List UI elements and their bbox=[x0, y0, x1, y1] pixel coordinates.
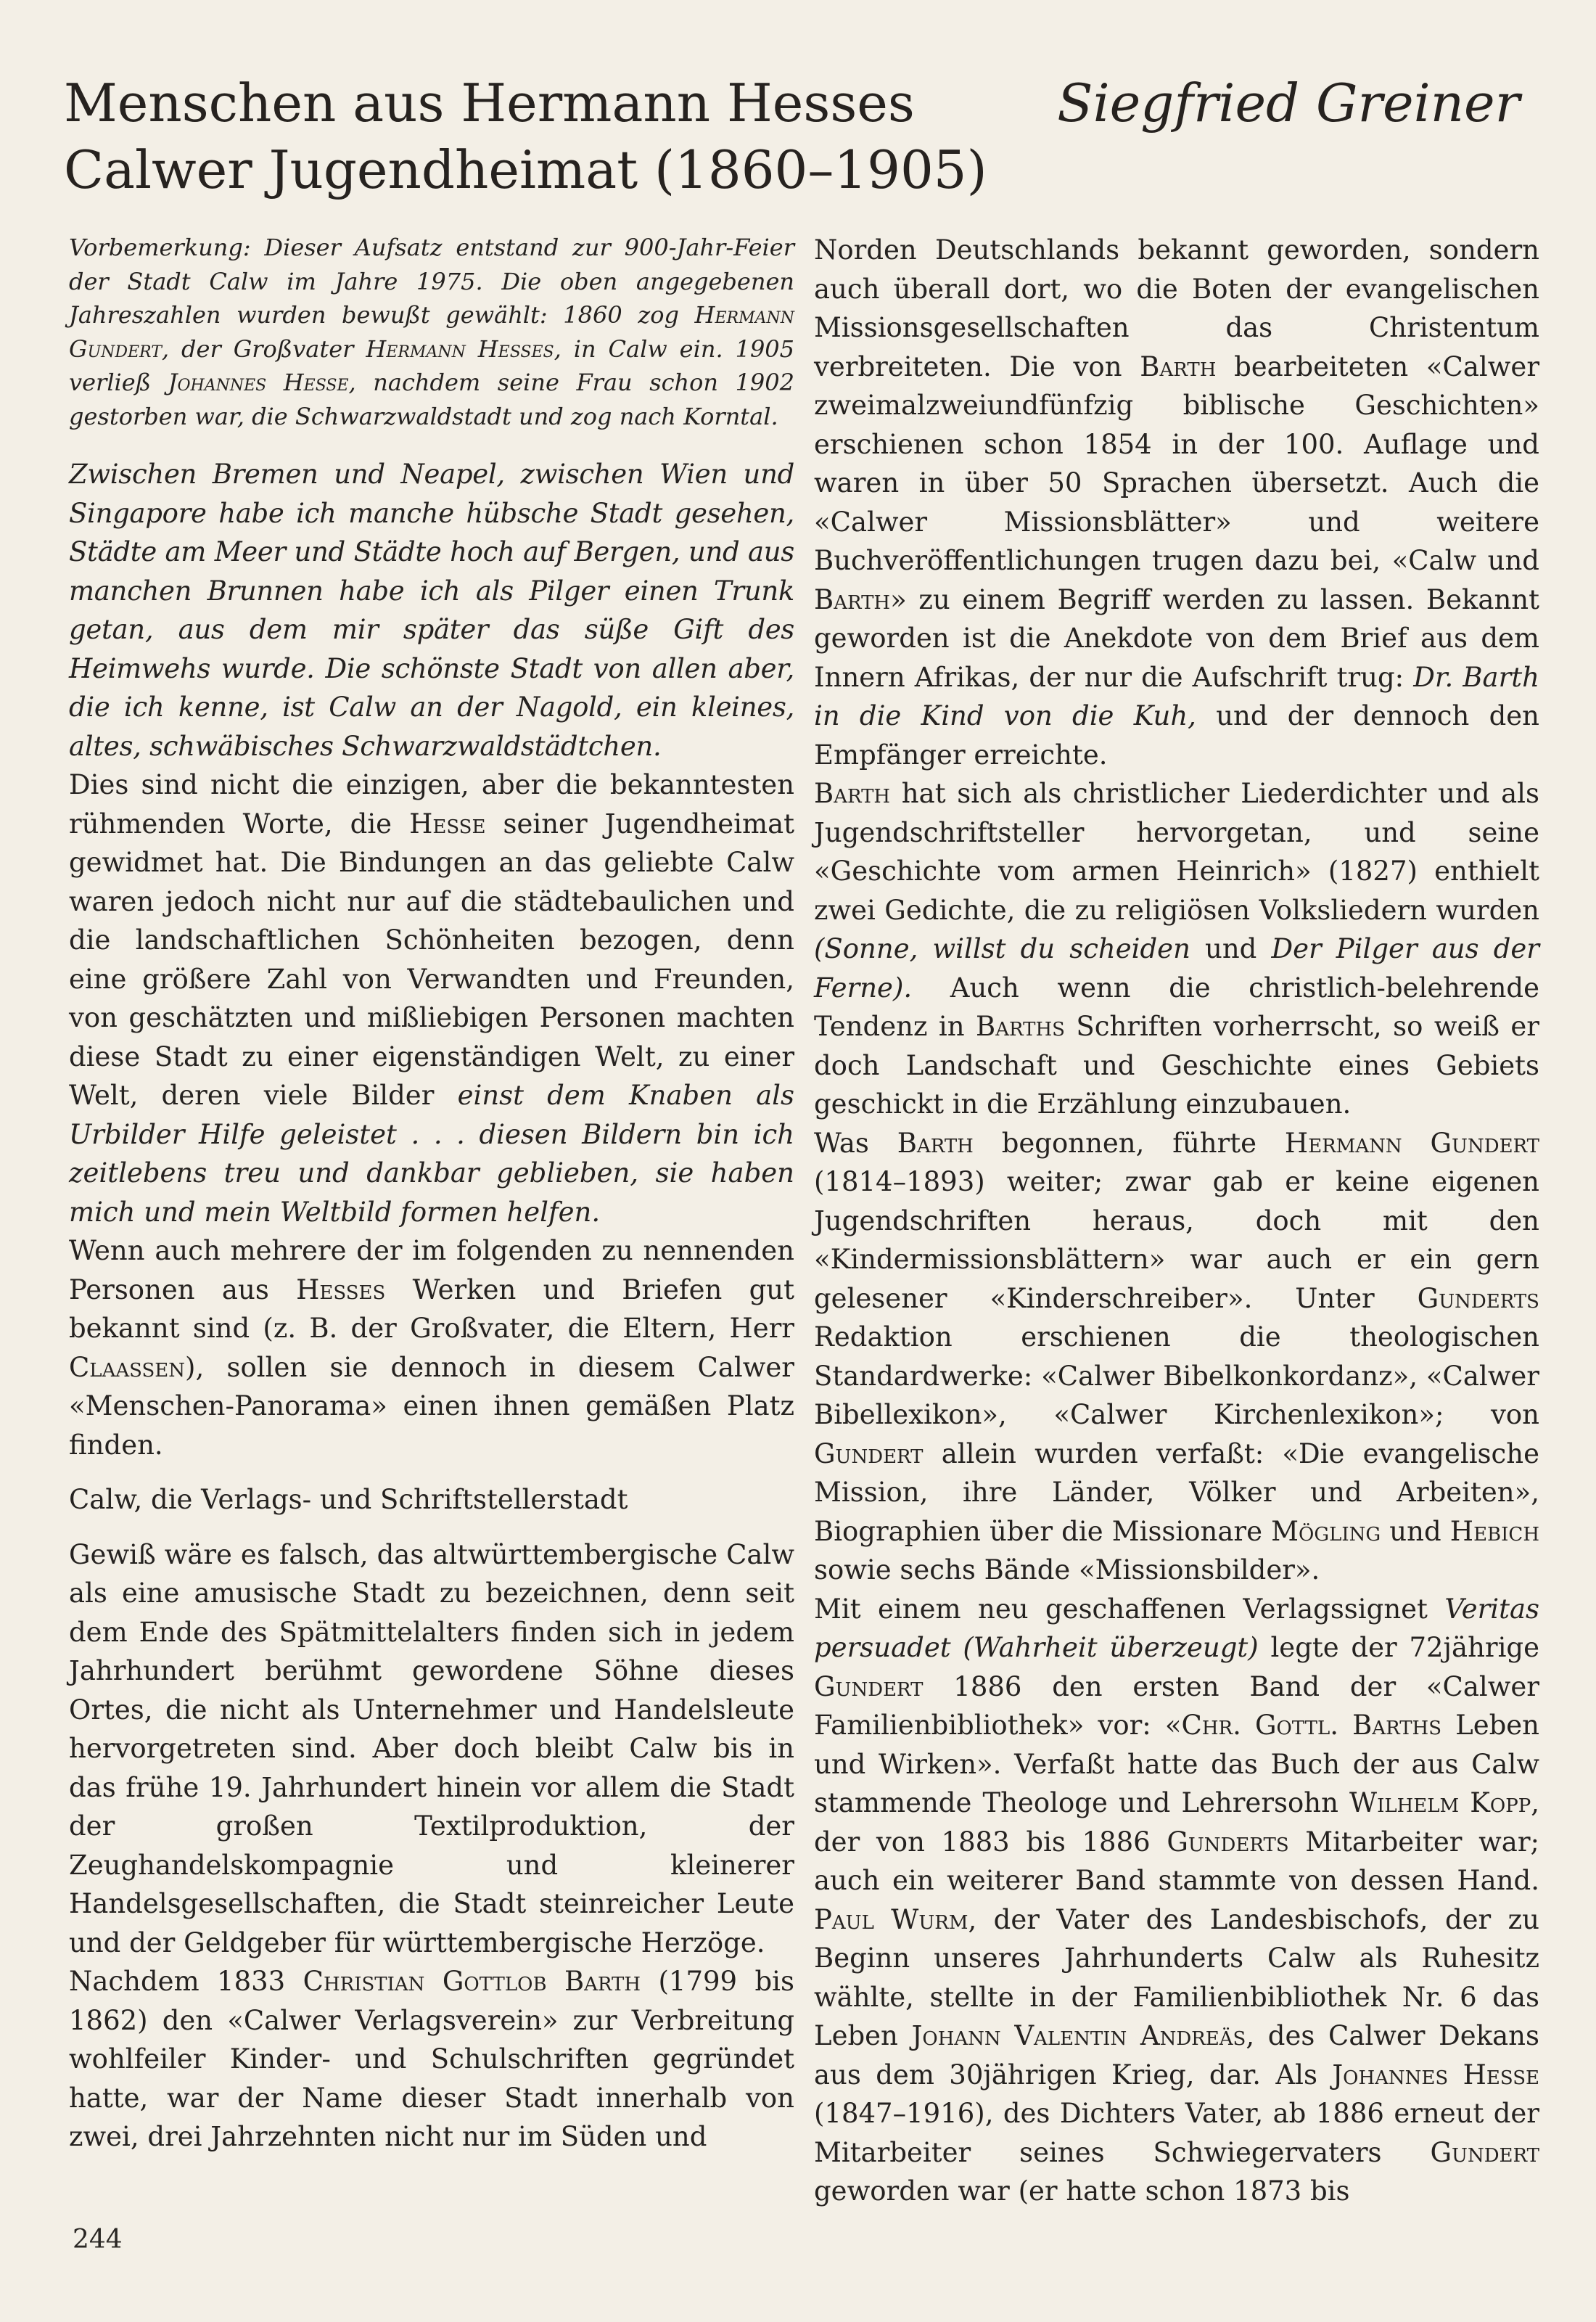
paragraph: Dies sind nicht die einzigen, aber die bekanntesten rühmenden Worte, die Hesse seiner Jugendheimat gewidmet hat. Die Bindungen an das geliebte Calw waren jedoch nicht nur auf die städtebaulichen und die landschaftlichen Schönheiten bezogen, denn eine größere Zahl von Verwandten und Freunden, von geschätzten und mißliebigen Personen machten diese Stadt zu einer eigenständigen Welt, zu einer Welt, deren viele Bilder einst dem Knaben als Urbilder Hilfe geleistet . . . diesen Bildern bin ich zeitlebens treu und dankbar geblieben, sie haben mich und mein Weltbild formen helfen. bbox=[69, 769, 794, 1228]
paragraph: Was Barth begonnen, führte Hermann Gundert (1814–1893) weiter; zwar gab er keine eigenen Jugendschriften heraus, doch mit den «Kindermissionsblättern» war auch er ein gern gelesener «Kinderschreiber». Unter Gunderts Redaktion erschienen die theologischen Standardwerke: «Calwer Bibelkonkordanz», «Calwer Bibellexikon», «Calwer Kirchenlexikon»; von Gundert allein wurden verfaßt: «Die evangelische Mission, ihre Länder, Völker und Arbeiten», Biographien über die Missionare Mögling und Hebich sowie sechs Bände «Missionsbilder». bbox=[814, 1127, 1540, 1585]
preliminary-note: Vorbemerkung: Dieser Aufsatz entstand zur 900-Jahr-Feier der Stadt Calw im Jahre 1975. Die oben angegebenen Jahreszahlen wurden bewußt gewählt: 1860 zog Hermann Gundert, der Großvater Hermann Hesses, in Calw ein. 1905 verließ Johannes Hesse, nachdem seine Frau schon 1902 gestorben war, die Schwarzwaldstadt und zog nach Korntal. bbox=[69, 234, 795, 430]
paragraph: Nachdem 1833 Christian Gottlob Barth (1799 bis 1862) den «Calwer Verlagsverein» zur Verbreitung wohlfeiler Kinder- und Schulschriften gegründet hatte, war der Name dieser Stadt innerhalb von zwei, drei Jahrzehnten nicht nur im Süden und bbox=[69, 1966, 794, 2152]
paragraph: Barth hat sich als christlicher Liederdichter und als Jugendschriftsteller hervorgetan, und seine «Geschichte vom armen Heinrich» (1827) enthielt zwei Gedichte, die zu religiösen Volksliedern wurden (Sonne, willst du scheiden und Der Pilger aus der Ferne). Auch wenn die christlich-belehrende Tendenz in Barths Schriften vorherrscht, so weiß er doch Landschaft und Geschichte eines Gebiets geschickt in die Erzählung einzubauen. bbox=[814, 778, 1539, 1120]
left-column bbox=[69, 231, 794, 2157]
article-title bbox=[64, 70, 1079, 203]
page-number: 244 bbox=[73, 2225, 123, 2255]
paragraph: Norden Deutschlands bekannt geworden, sondern auch überall dort, wo die Boten der evangelischen Missionsgesellschaften das Christentum verbreiteten. Die von Barth bearbeiteten «Calwer zweimalzweiundfünfzig biblische Geschichten» erschienen schon 1854 in der 100. Auflage und waren in über 50 Sprachen übersetzt. Auch die «Calwer Missionsblätter» und weitere Buchveröffentlichungen trugen dazu bei, «Calw und Barth» zu einem Begriff werden zu lassen. Bekannt geworden ist die Anekdote von dem Brief aus dem Innern Afrikas, der nur die Aufschrift trug: Dr. Barth in die Kind von die Kuh, und der dennoch den Empfänger erreichte. bbox=[814, 234, 1540, 771]
section-heading: Calw, die Verlags- und Schriftstellerstadt bbox=[69, 1484, 628, 1515]
title-line-2: Calwer Jugendheimat (1860–1905) bbox=[64, 139, 987, 200]
right-column bbox=[814, 231, 1539, 2211]
author-name: Siegfried Greiner bbox=[1057, 73, 1520, 134]
paragraph: Wenn auch mehrere der im folgenden zu nennenden Personen aus Hesses Werken und Briefen gut bekannt sind (z. B. der Großvater, die Eltern, Herr Claassen), sollen sie dennoch in diesem Calwer «Menschen-Panorama» einen ihnen gemäßen Platz finden. bbox=[69, 1235, 794, 1461]
hesse-quote: Zwischen Bremen und Neapel, zwischen Wien und Singapore habe ich manche hübsche Stadt gesehen, Städte am Meer und Städte hoch auf Bergen, und aus manchen Brunnen habe ich als Pilger einen Trunk getan, aus dem mir später das süße Gift des Heimwehs wurde. Die schönste Stadt von allen aber, die ich kenne, ist Calw an der Nagold, ein kleines, altes, schwäbisches Schwarzwaldstädtchen. bbox=[69, 459, 794, 762]
paragraph: Gewiß wäre es falsch, das altwürttembergische Calw als eine amusische Stadt zu bezeichnen, denn seit dem Ende des Spätmittelalters finden sich in jedem Jahrhundert berühmt gewordene Söhne dieses Ortes, die nicht als Unternehmer und Handelsleute hervorgetreten sind. Aber doch bleibt Calw bis in das frühe 19. Jahrhundert hinein vor allem die Stadt der großen Textilproduktion, der Zeughandelskompagnie und kleinerer Handelsgesellschaften, die Stadt steinreicher Leute und der Geldgeber für württembergische Herzöge. bbox=[69, 1538, 794, 1958]
title-line-1: Menschen aus Hermann Hesses bbox=[64, 73, 915, 134]
paragraph: Mit einem neu geschaffenen Verlagssignet Veritas persuadet (Wahrheit überzeugt) legte der 72jährige Gundert 1886 den ersten Band der «Calwer Familienbibliothek» vor: «Chr. Gottl. Barths Leben und Wirken». Verfaßt hatte das Buch der aus Calw stammende Theologe und Lehrersohn Wilhelm Kopp, der von 1883 bis 1886 Gunderts Mitarbeiter war; auch ein weiterer Band stammte von dessen Hand. Paul Wurm, der Vater des Landesbischofs, der zu Beginn unseres Jahrhunderts Calw als Ruhesitz wählte, stellte in der Familienbibliothek Nr. 6 das Leben Johann Valentin Andreäs, des Calwer Dekans aus dem 30jährigen Krieg, dar. Als Johannes Hesse (1847–1916), des Dichters Vater, ab 1886 erneut der Mitarbeiter seines Schwiegervaters Gundert geworden war (er hatte schon 1873 bis bbox=[814, 1593, 1540, 2207]
